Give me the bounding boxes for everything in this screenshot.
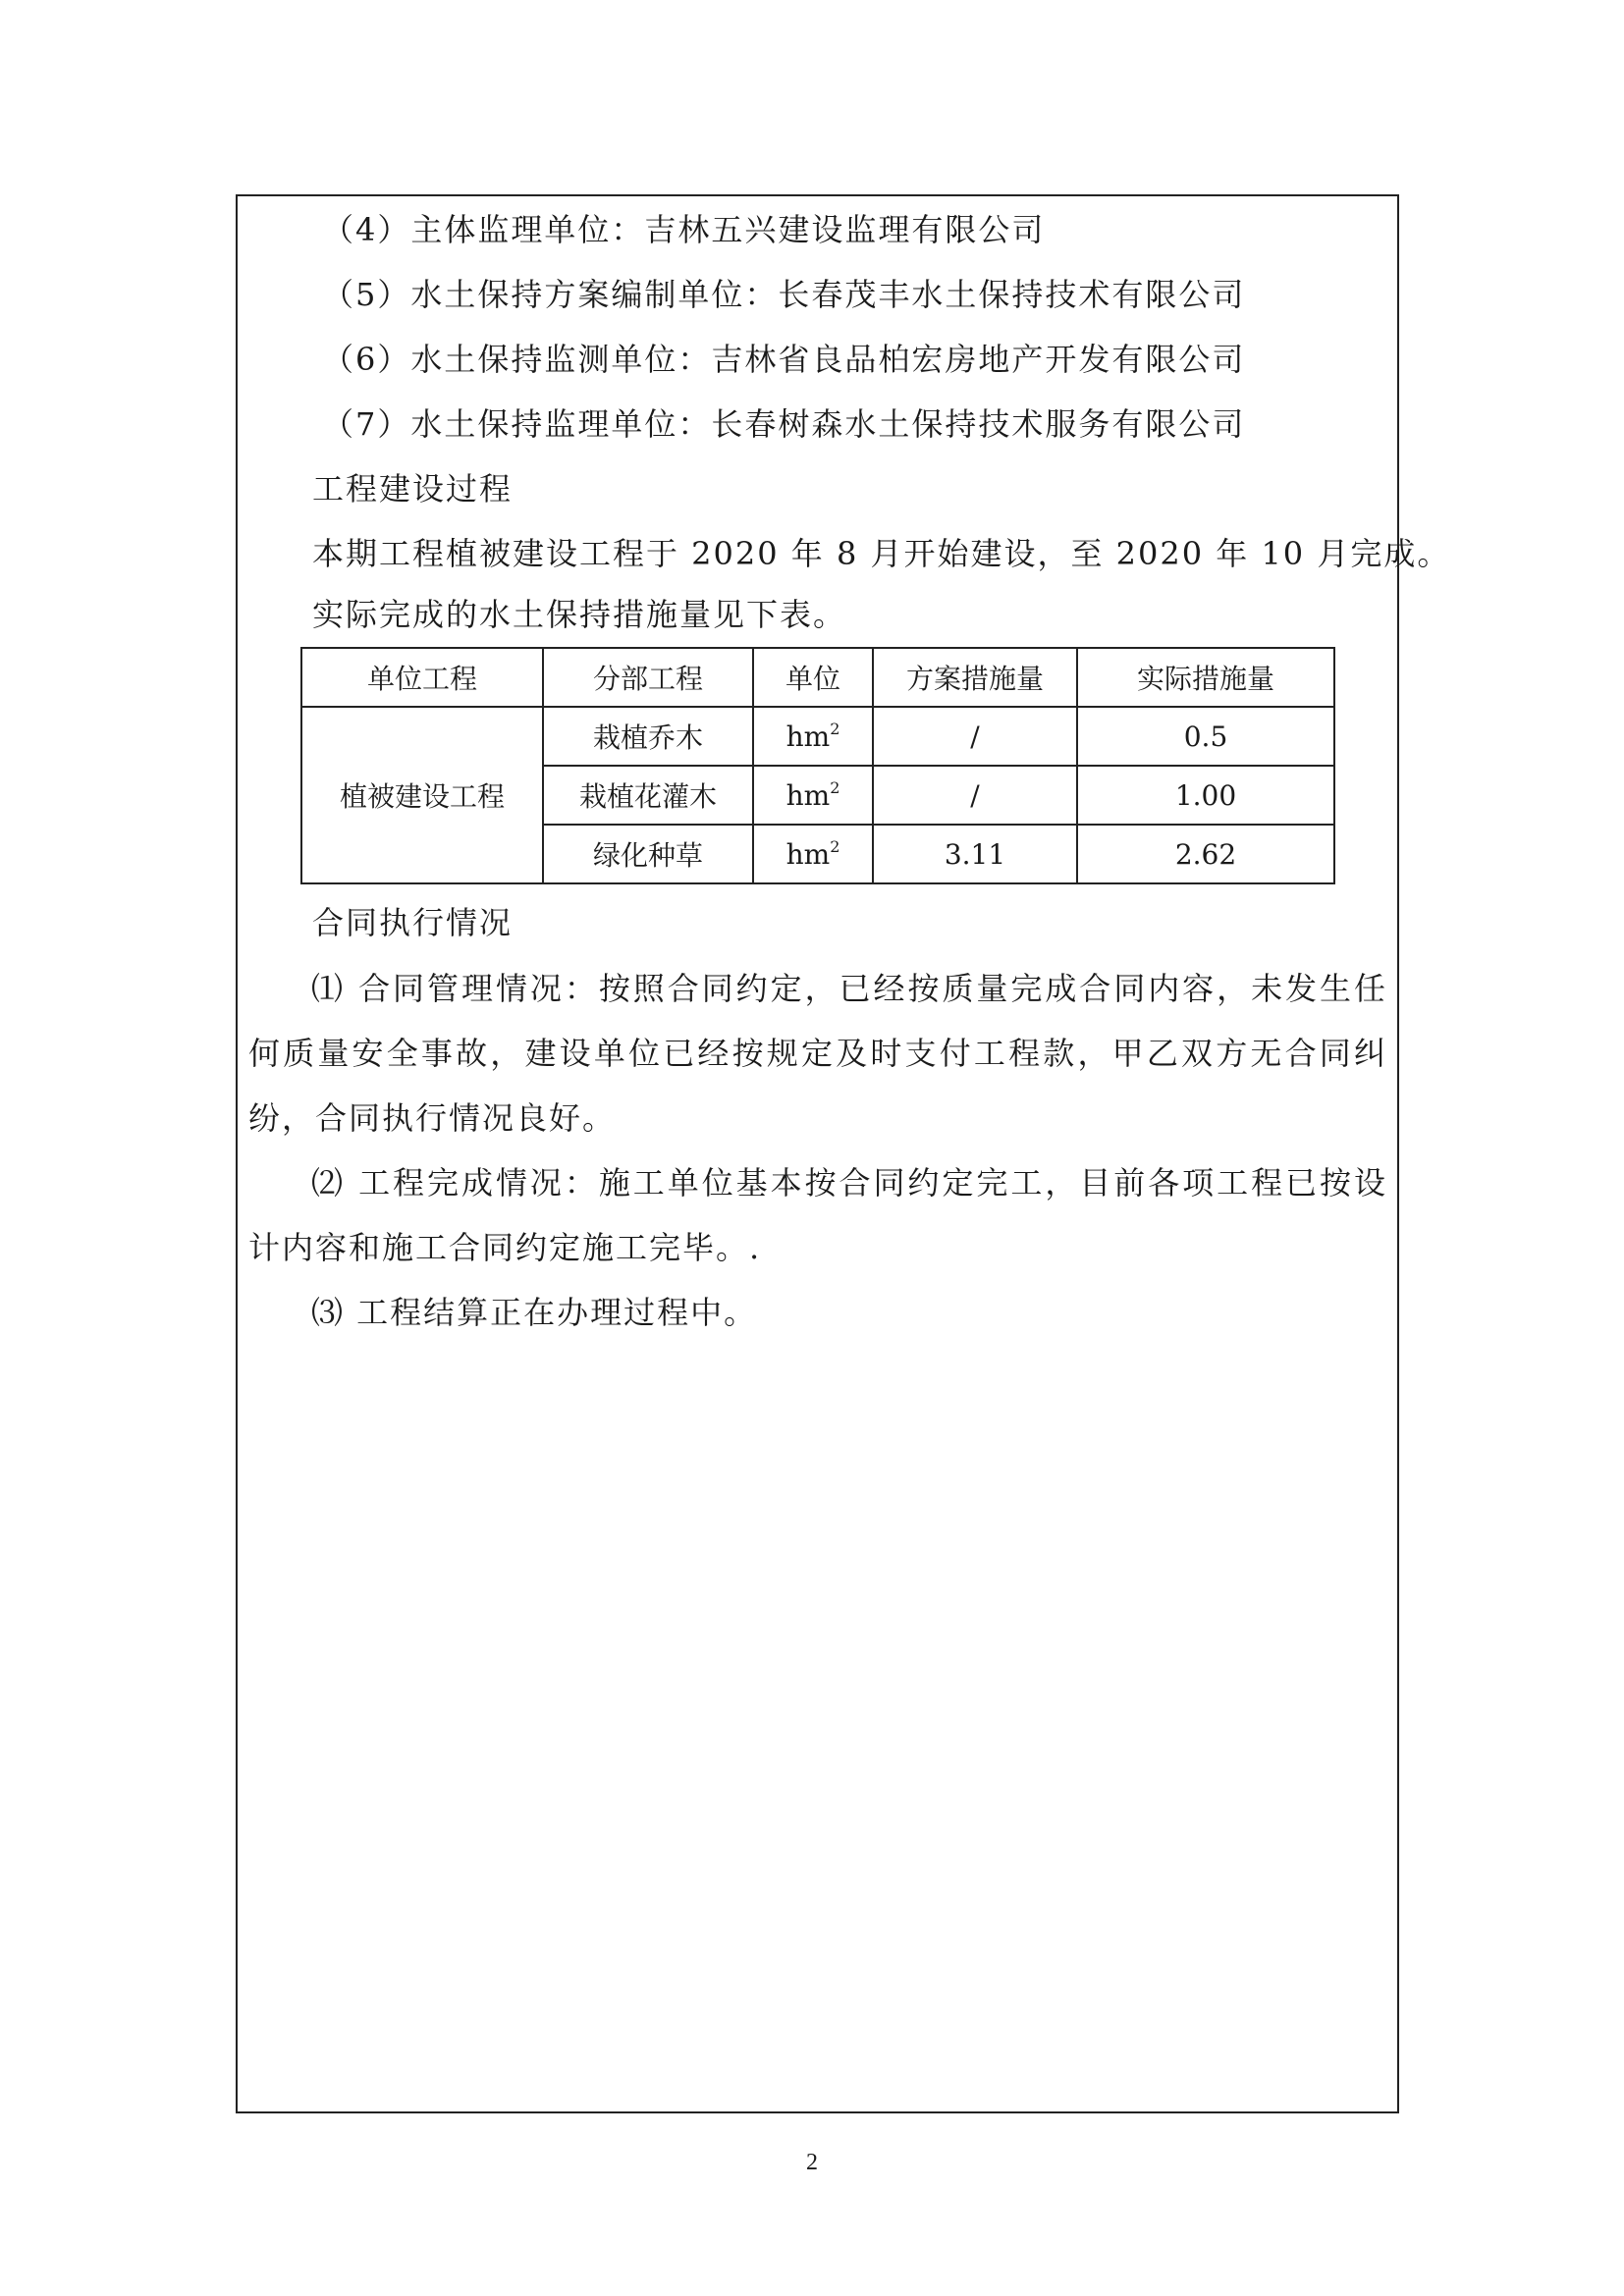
unit-line-5: （5）水土保持方案编制单位：长春茂丰水土保持技术有限公司 <box>322 276 1246 313</box>
table-intro-line: 实际完成的水土保持措施量见下表。 <box>312 596 847 633</box>
actual-cell: 0.5 <box>1077 707 1334 766</box>
group-cell: 植被建设工程 <box>301 707 543 883</box>
contract-item-1: ⑴ 合同管理情况：按照合同约定，已经按质量完成合同内容，未发生任何质量安全事故，建设单位已经按规定及时支付工程款，甲乙双方无合同纠纷，合同执行情况良好。 <box>248 970 1387 1137</box>
measures-table <box>300 647 1335 884</box>
plan-cell: / <box>873 766 1077 825</box>
header-cell: 分部工程 <box>543 648 753 707</box>
contract-item-3: ⑶ 工程结算正在办理过程中。 <box>311 1294 758 1331</box>
unit-line-6: （6）水土保持监测单位：吉林省良品柏宏房地产开发有限公司 <box>322 341 1246 378</box>
unit-cell: $hm^2$ <box>753 825 873 883</box>
sub-cell: 栽植花灌木 <box>543 766 753 825</box>
header-cell: 单位 <box>753 648 873 707</box>
actual-cell: 2.62 <box>1077 825 1334 883</box>
section-heading-process: 工程建设过程 <box>312 470 514 507</box>
header-cell: 单位工程 <box>301 648 543 707</box>
header-cell: 方案措施量 <box>873 648 1077 707</box>
unit-line-4: （4）主体监理单位：吉林五兴建设监理有限公司 <box>322 211 1046 248</box>
sub-cell: 绿化种草 <box>543 825 753 883</box>
table-header-row <box>301 648 1334 707</box>
sub-cell: 栽植乔木 <box>543 707 753 766</box>
section-heading-contract: 合同执行情况 <box>312 904 514 941</box>
unit-line-7: （7）水土保持监理单位：长春树森水土保持技术服务有限公司 <box>322 405 1246 443</box>
plan-cell: / <box>873 707 1077 766</box>
page-number: 2 <box>806 2150 818 2175</box>
plan-cell: 3.11 <box>873 825 1077 883</box>
actual-cell: 1.00 <box>1077 766 1334 825</box>
table-row <box>301 707 1334 766</box>
process-line: 本期工程植被建设工程于 2020 年 8 月开始建设，至 2020 年 10 月完成。 <box>312 535 1451 572</box>
unit-cell: $hm^2$ <box>753 766 873 825</box>
header-cell: 实际措施量 <box>1077 648 1334 707</box>
unit-cell: $hm^2$ <box>753 707 873 766</box>
contract-item-2: ⑵ 工程完成情况：施工单位基本按合同约定完工，目前各项工程已按设计内容和施工合同约定施工完毕。. <box>248 1164 1387 1266</box>
